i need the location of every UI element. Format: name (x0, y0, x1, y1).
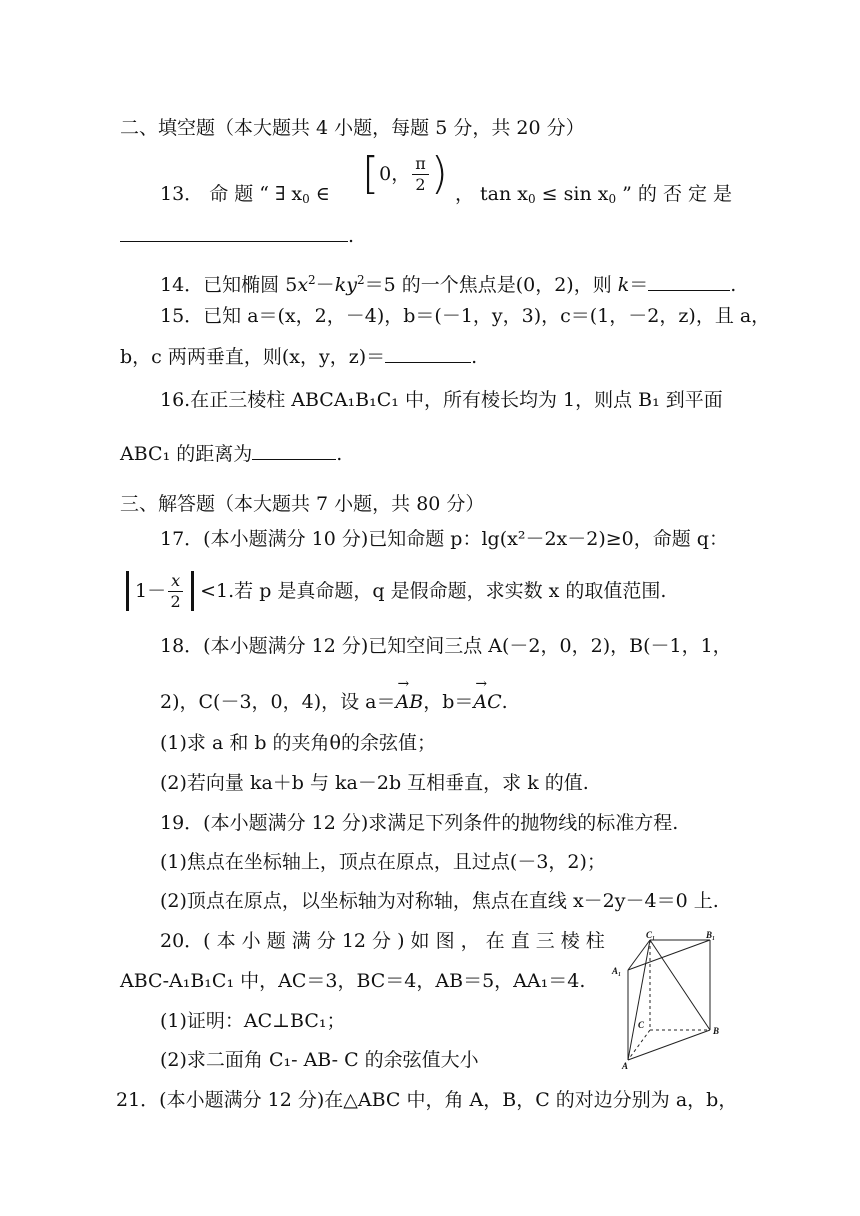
q18-mid: ，b＝ (423, 691, 474, 713)
question-20-part2: (2)求二面角 C₁- AB- C 的余弦值大小 (160, 1049, 479, 1071)
label-a: A (622, 1061, 629, 1070)
section2-heading: 二、填空题（本大题共 4 小题，每题 5 分，共 20 分） (120, 117, 585, 139)
q17-line2: <1.若 p 是真命题，q 是假命题，求实数 x 的取值范围. (200, 580, 667, 602)
q13-suffix: ” 的 否 定 是 (616, 183, 733, 205)
frac-den: 2 (170, 591, 181, 611)
q14-ky: ky (334, 274, 357, 296)
frac-num: x (168, 571, 183, 592)
question-19-line1: 19．(本小题满分 12 分)求满足下列条件的抛物线的标准方程. (160, 812, 679, 834)
q14-k: k (617, 274, 630, 296)
q14-sq1: 2 (308, 273, 316, 287)
q13-le: ≤ sin x (535, 183, 609, 205)
q16-line2-pre: ABC₁ 的距离为 (120, 443, 253, 465)
q13-prefix: 13． 命 题 “ ∃ x (160, 183, 303, 205)
vector-ab: → AB (396, 688, 424, 716)
q18-end: . (501, 691, 508, 713)
q13-mid: ， tan x (455, 183, 528, 205)
abs-bar-left (126, 571, 129, 611)
q14-end: . (730, 274, 737, 296)
question-18-line1: 18．(本小题满分 12 分)已知空间三点 A(－2，0，2)，B(－1，1， (160, 635, 732, 657)
label-c: C (638, 1020, 645, 1030)
question-15-line2 (120, 343, 477, 371)
section3-heading: 三、解答题（本大题共 7 小题，共 80 分） (120, 493, 485, 515)
q13-condition (455, 180, 732, 213)
q13-sub1: 0 (528, 192, 536, 206)
question-18-part2: (2)若向量 ka＋b 与 ka－2b 互相垂直，求 k 的值. (160, 772, 589, 794)
answer-blank[interactable] (648, 272, 730, 291)
question-18-part1: (1)求 a 和 b 的夹角θ的余弦值； (160, 732, 437, 754)
frac-num: π (412, 154, 429, 175)
q15-line2-end: . (471, 346, 478, 368)
question-20-line2: ABC-A₁B₁C₁ 中，AC＝3，BC＝4，AB＝5，AA₁＝4. (120, 970, 586, 992)
question-13 (160, 180, 330, 213)
q14-text2: ＝5 的一个焦点是(0，2)，则 (364, 274, 618, 296)
question-17-line1: 17．(本小题满分 10 分)已知命题 p：lg(x²－2x－2)≥0，命题 q： (160, 528, 728, 550)
question-19-part2: (2)顶点在原点，以坐标轴为对称轴，焦点在直线 x－2y－4＝0 上. (160, 890, 719, 912)
question-16-line2 (120, 440, 342, 468)
x-over-two-fraction (168, 571, 183, 612)
q13-interval (362, 148, 448, 212)
q16-line2-end: . (336, 443, 343, 465)
label-b1: B₁ (706, 930, 716, 940)
q18-line2-pre: 2)，C(－3，0，4)，设 a＝ (160, 691, 396, 713)
q14-text1: 14．已知椭圆 5 (160, 274, 298, 296)
answer-blank[interactable] (252, 441, 336, 460)
frac-den: 2 (415, 174, 426, 194)
abs-bar-right (191, 571, 194, 611)
q14-sq2: 2 (356, 273, 365, 287)
q13-sub0: 0 (302, 192, 310, 206)
question-20-part1: (1)证明：AC⊥BC₁； (160, 1010, 346, 1032)
question-17-line2 (120, 565, 666, 615)
vector-ac: → AC (473, 688, 501, 716)
q17-one-minus: 1－ (135, 580, 167, 602)
q14-minus: － (315, 274, 335, 296)
answer-blank[interactable] (385, 344, 471, 363)
label-b: B (713, 1026, 720, 1036)
question-14 (160, 266, 736, 299)
q13-answer-line (120, 222, 354, 250)
q13-interval-left: 0， (379, 163, 411, 185)
left-bracket: [ (362, 148, 380, 199)
pi-over-two-fraction (412, 154, 429, 195)
question-20-line1: 20．( 本 小 题 满 分 12 分 ) 如 图 ， 在 直 三 棱 柱 (160, 930, 605, 952)
question-21-line1: 21．(本小题满分 12 分)在△ABC 中，角 A，B，C 的对边分别为 a，b， (116, 1089, 738, 1111)
right-bracket: ) (430, 148, 448, 199)
q14-eq: ＝ (629, 274, 649, 296)
question-15-line1: 15．已知 a＝(x，2，－4)，b＝(－1，y，3)，c＝(1，－2，z)，且 a， (160, 305, 771, 327)
q13-in-symbol: ∈ (309, 183, 330, 205)
q13-end: . (348, 225, 355, 247)
question-19-part1: (1)焦点在坐标轴上，顶点在原点，且过点(－3，2)； (160, 851, 606, 873)
label-a1: A₁ (612, 966, 622, 976)
q13-sub2: 0 (608, 192, 617, 206)
label-c1: C₁ (646, 930, 656, 940)
q15-line2-pre: b，c 两两垂直，则(x，y，z)＝ (120, 346, 386, 368)
question-18-line2 (160, 688, 508, 716)
answer-blank[interactable] (120, 223, 348, 242)
q14-x: x (297, 274, 309, 296)
prism-figure (610, 930, 720, 1070)
question-16-line1: 16.在正三棱柱 ABCA₁B₁C₁ 中，所有棱长均为 1，则点 B₁ 到平面 (160, 389, 723, 411)
